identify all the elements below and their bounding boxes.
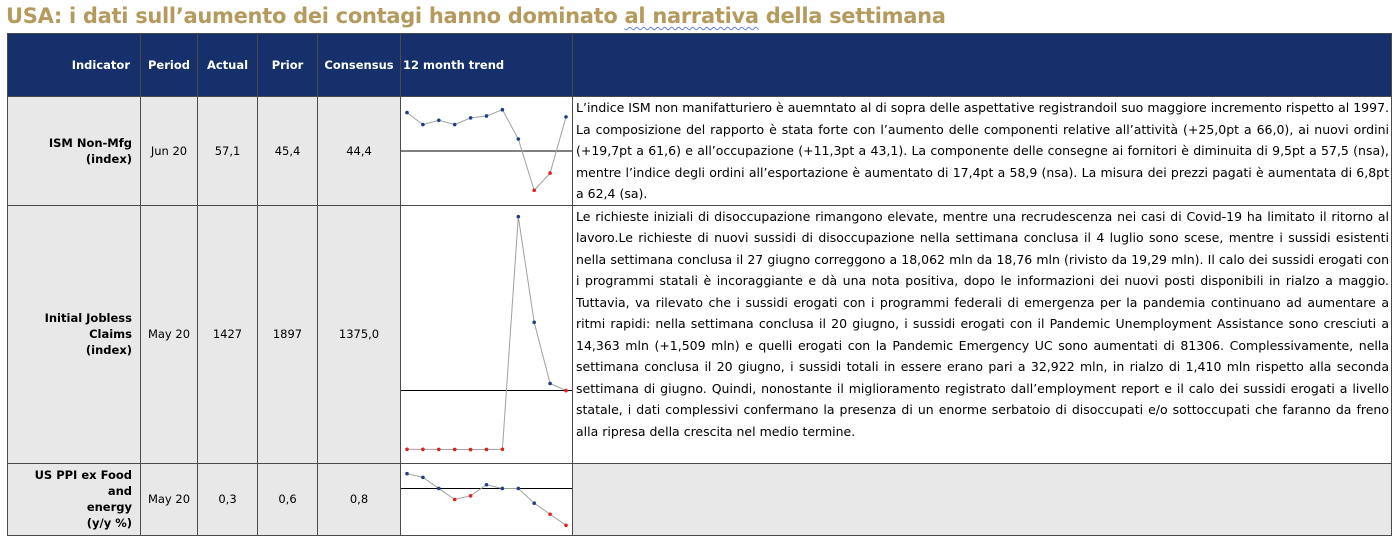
consensus-cell: 44,4 bbox=[318, 97, 401, 206]
indicator-table bbox=[7, 33, 1392, 536]
trend-point bbox=[532, 320, 536, 324]
trend-point bbox=[501, 447, 505, 451]
header-comment bbox=[573, 34, 1392, 97]
table-row bbox=[8, 205, 1392, 463]
trend-point bbox=[548, 381, 552, 385]
prior-cell: 1897 bbox=[258, 205, 318, 463]
trend-point bbox=[517, 214, 521, 218]
trend-sparkline bbox=[401, 464, 572, 535]
header-consensus: Consensus bbox=[318, 34, 401, 97]
trend-point bbox=[485, 447, 489, 451]
trend-point bbox=[548, 171, 552, 175]
title-underlined-phrase: al narrativa bbox=[624, 4, 759, 28]
comment-cell: L’indice ISM non manifatturiero è auemntato al di sopra delle aspettative registrandoil suo maggiore incremento rispetto al 1997. La composizione del rapporto è stata forte con l’aumento delle componenti relative all’attività (+25,0pt a 66,0), ai nuovi ordini (+19,7pt a 61,6) e all’occupazione (+11,3pt a 43,1). La componente delle consegne ai fornitori è diminuita di 9,5pt a 57,5 (nsa), mentre l’indice degli ordini all’esportazione è aumentato di 17,4pt a 58,9 (nsa). La misura dei prezzi pagati è aumentata di 6,8pt a 62,4 (sa). bbox=[573, 97, 1392, 206]
comment-cell bbox=[573, 463, 1392, 535]
trend-point bbox=[532, 189, 536, 193]
trend-point bbox=[517, 486, 521, 490]
trend-point bbox=[453, 497, 457, 501]
trend-point bbox=[532, 501, 536, 505]
indicator-name: US PPI ex Food and energy (y/y %) bbox=[8, 463, 141, 535]
comment-cell: Le richieste iniziali di disoccupazione rimangono elevate, mentre una recrudescenza nei casi di Covid-19 ha limitato il ritorno al lavoro.Le richieste di nuovi sussidi di disoccupazione nella settimana conclusa il 4 luglio sono scese, mentre i sussidi esistenti nella settimana conclusa il 27 giugno correggono a 18,062 mln da 18,76 mln (rivisto da 19,29 mln). Il calo dei sussidi erogati con i programmi statali è incoraggiante e dà una nota positiva, dopo le informazioni dei nuovi posti disponibili in rialzo a maggio. Tuttavia, va rilevato che i sussidi erogati con i programmi federali di emergenza per la pandemia continuano ad aumentare a ritmi rapidi: nella settimana conclusa il 20 giugno, i sussidi erogati con il Pandemic Unemployment Assistance sono cresciuti a 14,363 mln (+1,509 mln) e quelli erogati con la Pandemic Emergency UC sono aumentati di 81306. Complessivamente, nella settimana conclusa il 20 giugno, i sussidi totali in essere erano pari a 32,922 mln, in rialzo di 1,410 mln rispetto alla seconda settimana di giugno. Quindi, nonostante il miglioramento registrato dall’employment report e il calo dei sussidi erogati a livello statale, i dati complessivi confermano la presenza di un enorme serbatoio di disoccupati e/o sottoccupati che faranno da freno alla ripresa della crescita nel medio termine. bbox=[573, 205, 1392, 463]
trend-point bbox=[564, 388, 568, 392]
table-header-row bbox=[8, 34, 1392, 97]
trend-point bbox=[485, 482, 489, 486]
trend-point bbox=[469, 494, 473, 498]
trend-point bbox=[421, 123, 425, 127]
trend-point bbox=[517, 137, 521, 141]
trend-point bbox=[564, 115, 568, 119]
trend-point bbox=[469, 116, 473, 120]
indicator-name: ISM Non-Mfg (index) bbox=[8, 97, 141, 206]
period-cell: Jun 20 bbox=[141, 97, 198, 206]
trend-point bbox=[405, 471, 409, 475]
trend-point bbox=[421, 447, 425, 451]
trend-point bbox=[437, 118, 441, 122]
trend-chart-cell bbox=[401, 463, 573, 535]
period-cell: May 20 bbox=[141, 463, 198, 535]
trend-series-line bbox=[407, 110, 566, 191]
header-actual: Actual bbox=[198, 34, 258, 97]
trend-point bbox=[501, 108, 505, 112]
trend-chart-cell bbox=[401, 97, 573, 206]
actual-cell: 0,3 bbox=[198, 463, 258, 535]
trend-point bbox=[405, 111, 409, 115]
trend-series-line bbox=[407, 216, 566, 449]
consensus-cell: 1375,0 bbox=[318, 205, 401, 463]
consensus-cell: 0,8 bbox=[318, 463, 401, 535]
table-row bbox=[8, 463, 1392, 535]
trend-point bbox=[437, 486, 441, 490]
trend-chart-cell bbox=[401, 205, 573, 463]
header-trend: 12 month trend bbox=[401, 34, 573, 97]
header-period: Period bbox=[141, 34, 198, 97]
trend-point bbox=[453, 123, 457, 127]
page-title: USA: i dati sull’aumento dei contagi hanno dominato al narrativa della settimana bbox=[6, 4, 946, 28]
trend-point bbox=[453, 447, 457, 451]
trend-sparkline bbox=[401, 206, 572, 463]
trend-point bbox=[421, 475, 425, 479]
actual-cell: 57,1 bbox=[198, 97, 258, 206]
trend-sparkline bbox=[401, 97, 572, 205]
prior-cell: 45,4 bbox=[258, 97, 318, 206]
trend-point bbox=[485, 114, 489, 118]
trend-point bbox=[548, 512, 552, 516]
trend-point bbox=[501, 486, 505, 490]
trend-point bbox=[437, 447, 441, 451]
actual-cell: 1427 bbox=[198, 205, 258, 463]
period-cell: May 20 bbox=[141, 205, 198, 463]
prior-cell: 0,6 bbox=[258, 463, 318, 535]
trend-series-line bbox=[407, 473, 566, 525]
header-indicator: Indicator bbox=[8, 34, 141, 97]
trend-point bbox=[469, 447, 473, 451]
trend-point bbox=[405, 447, 409, 451]
trend-point bbox=[564, 523, 568, 527]
indicator-name: Initial Jobless Claims (index) bbox=[8, 205, 141, 463]
header-prior: Prior bbox=[258, 34, 318, 97]
table-row bbox=[8, 97, 1392, 206]
